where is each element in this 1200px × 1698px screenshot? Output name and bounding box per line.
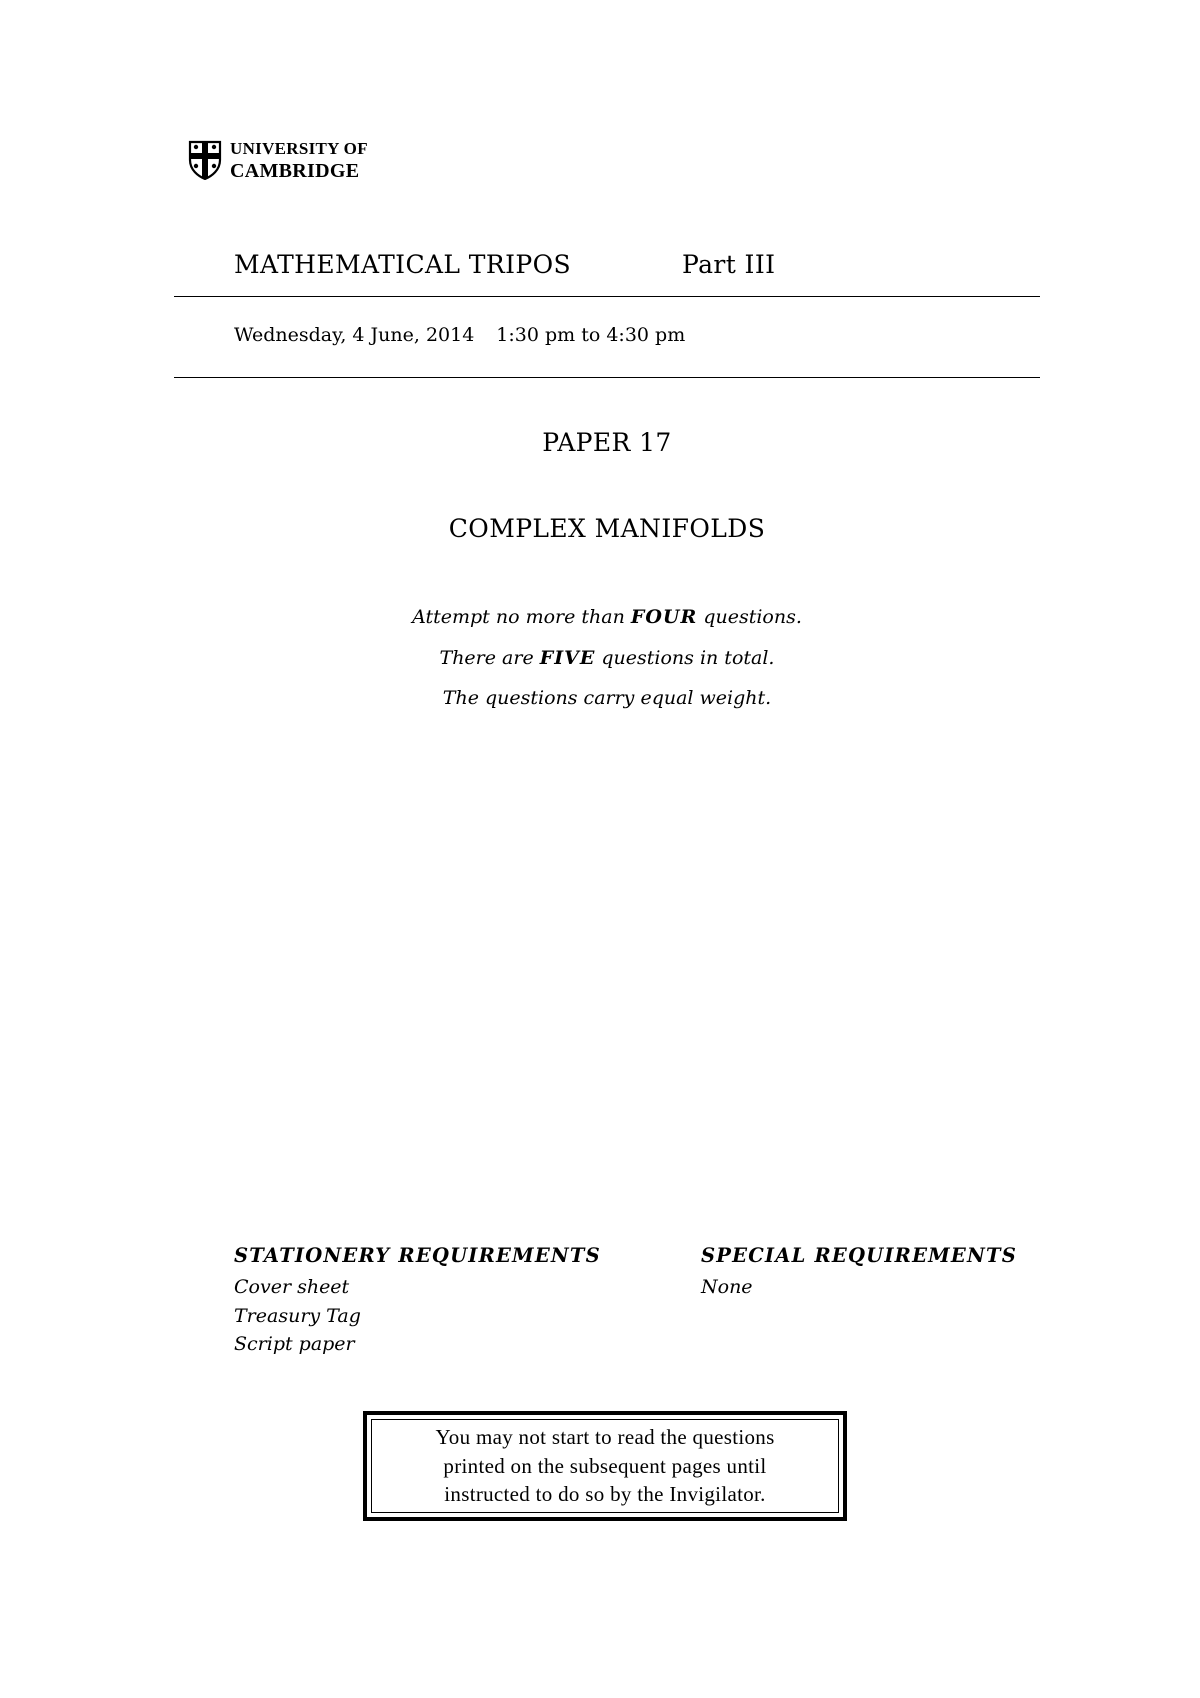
instruction-attempt: Attempt no more than FOUR questions. bbox=[412, 606, 802, 628]
special-requirements bbox=[701, 1244, 1017, 1302]
logo-line-cambridge: CAMBRIDGE bbox=[230, 160, 360, 182]
stationery-item: Cover sheet bbox=[234, 1276, 350, 1298]
paper-number: PAPER 17 bbox=[542, 428, 672, 457]
notice-line: You may not start to read the questions bbox=[435, 1425, 775, 1450]
stationery-item: Script paper bbox=[234, 1333, 355, 1355]
special-heading: SPECIAL REQUIREMENTS bbox=[701, 1244, 1017, 1267]
top-divider bbox=[174, 296, 1040, 297]
notice-line: instructed to do so by the Invigilator. bbox=[444, 1482, 766, 1507]
logo-line-university-of: UNIVERSITY OF bbox=[230, 139, 368, 158]
special-item: None bbox=[701, 1276, 753, 1298]
stationery-item: Treasury Tag bbox=[234, 1304, 361, 1327]
exam-date-time bbox=[234, 324, 685, 346]
instruction-total: There are FIVE questions in total. bbox=[439, 647, 775, 669]
notice-line: printed on the subsequent pages until bbox=[443, 1453, 767, 1478]
exam-name: MATHEMATICAL TRIPOS bbox=[234, 250, 571, 279]
stationery-requirements bbox=[234, 1244, 601, 1359]
university-logo bbox=[188, 138, 368, 182]
exam-time: 1:30 pm to 4:30 pm bbox=[496, 324, 686, 346]
exam-part: Part III bbox=[682, 250, 776, 279]
university-crest-icon bbox=[188, 140, 222, 180]
stationery-heading: STATIONERY REQUIREMENTS bbox=[234, 1244, 601, 1267]
paper-title: COMPLEX MANIFOLDS bbox=[448, 514, 766, 543]
exam-date: Wednesday, 4 June, 2014 bbox=[234, 324, 475, 346]
instruction-weight: The questions carry equal weight. bbox=[442, 687, 772, 709]
bottom-divider bbox=[174, 377, 1040, 378]
invigilator-notice bbox=[363, 1411, 847, 1521]
